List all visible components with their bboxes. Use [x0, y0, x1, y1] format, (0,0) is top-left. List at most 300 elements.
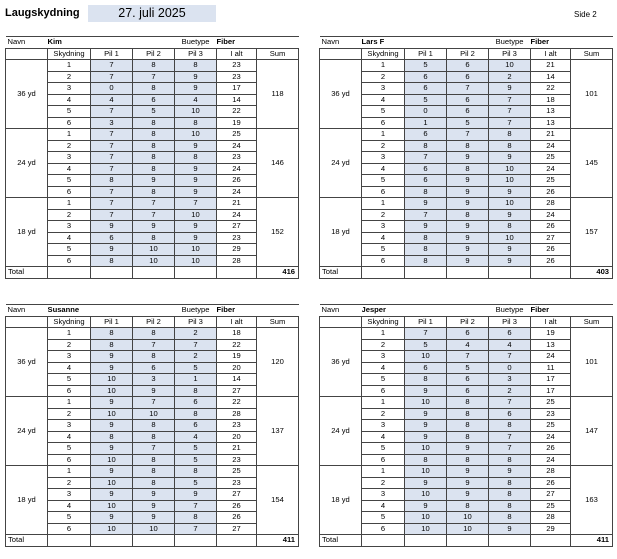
table-row [320, 106, 613, 118]
date-field[interactable]: 27. juli 2025 [88, 5, 216, 22]
arrow-2-score[interactable]: 8 [133, 328, 175, 340]
arrow-3-score[interactable]: 10 [489, 232, 531, 244]
end-number: 2 [48, 339, 91, 351]
arrow-1-score[interactable]: 7 [91, 140, 133, 152]
arrow-2-score[interactable]: 9 [447, 244, 489, 256]
arrow-2-score[interactable]: 8 [133, 117, 175, 129]
arrow-2-score[interactable]: 8 [447, 209, 489, 221]
arrow-3-score[interactable]: 5 [175, 443, 217, 455]
arrow-3-score[interactable]: 9 [175, 489, 217, 501]
arrow-3-score[interactable]: 9 [489, 152, 531, 164]
arrow-2-score[interactable]: 5 [133, 106, 175, 118]
distance-header-cell [320, 316, 362, 328]
arrow-2-score[interactable]: 9 [447, 255, 489, 267]
arrow-2-score[interactable]: 7 [133, 397, 175, 409]
end-total: 19 [531, 328, 571, 340]
arrow-3-score[interactable]: 10 [489, 198, 531, 210]
arrow-1-score[interactable]: 8 [91, 328, 133, 340]
arrow-3-score[interactable]: 7 [175, 198, 217, 210]
end-number: 2 [48, 71, 91, 83]
pil3-header: Pil 3 [489, 48, 531, 60]
table-row [6, 140, 299, 152]
arrow-1-score[interactable]: 6 [405, 83, 447, 95]
end-number: 5 [48, 443, 91, 455]
arrow-2-score[interactable]: 9 [133, 500, 175, 512]
pil3-header: Pil 3 [175, 48, 217, 60]
arrow-2-score[interactable]: 8 [447, 163, 489, 175]
arrow-2-score[interactable]: 9 [133, 512, 175, 524]
arrow-1-score[interactable]: 6 [405, 129, 447, 141]
arrow-1-score[interactable]: 6 [91, 232, 133, 244]
header-blank-cell [571, 37, 613, 49]
arrow-1-score[interactable]: 3 [91, 117, 133, 129]
arrow-3-score[interactable]: 9 [175, 232, 217, 244]
arrow-1-score[interactable]: 0 [91, 83, 133, 95]
arrow-1-score[interactable]: 8 [405, 454, 447, 466]
arrow-2-score[interactable]: 9 [447, 152, 489, 164]
arrow-1-score[interactable]: 9 [91, 362, 133, 374]
navn-label: Navn [320, 305, 362, 317]
table-row [6, 71, 299, 83]
end-number: 1 [362, 397, 405, 409]
arrow-1-score[interactable]: 8 [91, 431, 133, 443]
arrow-2-score[interactable]: 8 [133, 129, 175, 141]
arrow-3-score[interactable]: 9 [489, 209, 531, 221]
arrow-2-score[interactable]: 7 [133, 198, 175, 210]
arrow-3-score[interactable]: 3 [489, 374, 531, 386]
arrow-2-score[interactable]: 7 [447, 83, 489, 95]
arrow-3-score[interactable]: 10 [489, 60, 531, 72]
arrow-1-score[interactable]: 9 [91, 221, 133, 233]
archer-name: Susanne [48, 305, 175, 317]
arrow-3-score[interactable]: 8 [489, 489, 531, 501]
table-row [320, 523, 613, 535]
arrow-1-score[interactable]: 10 [405, 466, 447, 478]
arrow-3-score[interactable]: 9 [489, 255, 531, 267]
total-blank-cell [405, 267, 447, 279]
arrow-2-score[interactable]: 6 [447, 328, 489, 340]
arrow-2-score[interactable]: 6 [447, 60, 489, 72]
arrow-1-score[interactable]: 9 [405, 385, 447, 397]
arrow-3-score[interactable]: 8 [489, 477, 531, 489]
arrow-3-score[interactable]: 8 [489, 140, 531, 152]
arrow-1-score[interactable]: 10 [91, 454, 133, 466]
arrow-3-score[interactable]: 4 [175, 431, 217, 443]
arrow-1-score[interactable]: 9 [405, 221, 447, 233]
bow-type-value: Fiber [217, 37, 257, 49]
end-number: 1 [48, 198, 91, 210]
arrow-3-score[interactable]: 10 [175, 209, 217, 221]
arrow-2-score[interactable]: 9 [447, 221, 489, 233]
table-row [320, 466, 613, 478]
arrow-3-score[interactable]: 7 [489, 106, 531, 118]
arrow-3-score[interactable]: 9 [489, 186, 531, 198]
arrow-2-score[interactable]: 8 [133, 420, 175, 432]
arrow-3-score[interactable]: 8 [489, 454, 531, 466]
arrow-2-score[interactable]: 9 [447, 443, 489, 455]
arrow-2-score[interactable]: 7 [447, 129, 489, 141]
arrow-1-score[interactable]: 9 [91, 351, 133, 363]
arrow-2-score[interactable]: 7 [447, 351, 489, 363]
arrow-1-score[interactable]: 10 [405, 512, 447, 524]
arrow-1-score[interactable]: 10 [91, 385, 133, 397]
arrow-2-score[interactable]: 10 [133, 523, 175, 535]
arrow-2-score[interactable]: 8 [447, 500, 489, 512]
arrow-2-score[interactable]: 9 [447, 466, 489, 478]
end-number: 6 [48, 255, 91, 267]
arrow-1-score[interactable]: 0 [405, 106, 447, 118]
end-total: 25 [531, 152, 571, 164]
arrow-1-score[interactable]: 6 [405, 362, 447, 374]
end-number: 3 [48, 221, 91, 233]
total-blank-cell [405, 535, 447, 547]
arrow-2-score[interactable]: 8 [447, 431, 489, 443]
arrow-1-score[interactable]: 9 [405, 500, 447, 512]
table-row [6, 339, 299, 351]
table-row [6, 175, 299, 187]
arrow-3-score[interactable]: 2 [489, 385, 531, 397]
arrow-3-score[interactable]: 7 [489, 431, 531, 443]
arrow-2-score[interactable]: 7 [133, 209, 175, 221]
arrow-2-score[interactable]: 8 [447, 420, 489, 432]
arrow-3-score[interactable]: 9 [175, 175, 217, 187]
table-row [6, 362, 299, 374]
arrow-1-score[interactable]: 7 [91, 209, 133, 221]
arrow-1-score[interactable]: 5 [405, 339, 447, 351]
arrow-2-score[interactable]: 8 [447, 454, 489, 466]
arrow-1-score[interactable]: 7 [405, 328, 447, 340]
arrow-3-score[interactable]: 9 [175, 140, 217, 152]
arrow-3-score[interactable]: 8 [175, 385, 217, 397]
arrow-1-score[interactable]: 7 [91, 60, 133, 72]
end-total: 25 [531, 500, 571, 512]
end-total: 13 [531, 339, 571, 351]
arrow-3-score[interactable]: 10 [489, 175, 531, 187]
arrow-3-score[interactable]: 9 [489, 83, 531, 95]
arrow-2-score[interactable]: 10 [133, 408, 175, 420]
arrow-3-score[interactable]: 9 [175, 71, 217, 83]
arrow-1-score[interactable]: 8 [405, 140, 447, 152]
arrow-3-score[interactable]: 8 [489, 512, 531, 524]
arrow-3-score[interactable]: 10 [175, 244, 217, 256]
pil3-header: Pil 3 [175, 316, 217, 328]
table-row [320, 420, 613, 432]
arrow-3-score[interactable]: 9 [489, 523, 531, 535]
arrow-2-score[interactable]: 6 [133, 94, 175, 106]
end-total: 14 [217, 374, 257, 386]
arrow-3-score[interactable]: 4 [175, 94, 217, 106]
arrow-3-score[interactable]: 10 [175, 106, 217, 118]
arrow-1-score[interactable]: 9 [405, 420, 447, 432]
end-number: 4 [362, 232, 405, 244]
arrow-1-score[interactable]: 9 [405, 198, 447, 210]
arrow-1-score[interactable]: 10 [91, 408, 133, 420]
end-total: 23 [217, 232, 257, 244]
arrow-2-score[interactable]: 9 [447, 175, 489, 187]
arrow-3-score[interactable]: 10 [175, 255, 217, 267]
arrow-2-score[interactable]: 8 [133, 83, 175, 95]
arrow-1-score[interactable]: 7 [405, 152, 447, 164]
arrow-1-score[interactable]: 6 [405, 163, 447, 175]
arrow-3-score[interactable]: 8 [175, 512, 217, 524]
end-total: 24 [217, 209, 257, 221]
arrow-2-score[interactable]: 10 [133, 255, 175, 267]
arrow-2-score[interactable]: 9 [133, 489, 175, 501]
end-total: 24 [217, 163, 257, 175]
arrow-3-score[interactable]: 6 [175, 420, 217, 432]
arrow-2-score[interactable]: 7 [133, 339, 175, 351]
arrow-3-score[interactable]: 7 [175, 500, 217, 512]
end-total: 27 [217, 221, 257, 233]
arrow-1-score[interactable]: 9 [91, 443, 133, 455]
distance-header-cell [6, 316, 48, 328]
arrow-3-score[interactable]: 8 [489, 500, 531, 512]
arrow-3-score[interactable]: 8 [489, 420, 531, 432]
total-label: Total [6, 535, 48, 547]
end-number: 6 [48, 523, 91, 535]
arrow-3-score[interactable]: 7 [489, 351, 531, 363]
arrow-2-score[interactable]: 10 [447, 512, 489, 524]
end-number: 5 [48, 512, 91, 524]
arrow-3-score[interactable]: 1 [175, 374, 217, 386]
arrow-1-score[interactable]: 8 [405, 232, 447, 244]
arrow-1-score[interactable]: 9 [91, 244, 133, 256]
buetype-label: Buetype [489, 37, 531, 49]
table-row [320, 443, 613, 455]
arrow-1-score[interactable]: 9 [405, 408, 447, 420]
arrow-1-score[interactable]: 4 [91, 94, 133, 106]
arrow-1-score[interactable]: 8 [405, 374, 447, 386]
arrow-3-score[interactable]: 10 [489, 163, 531, 175]
arrow-1-score[interactable]: 5 [405, 60, 447, 72]
arrow-1-score[interactable]: 9 [91, 397, 133, 409]
arrow-1-score[interactable]: 10 [405, 489, 447, 501]
arrow-3-score[interactable]: 0 [489, 362, 531, 374]
arrow-3-score[interactable]: 6 [175, 397, 217, 409]
arrow-2-score[interactable]: 8 [133, 232, 175, 244]
arrow-2-score[interactable]: 6 [447, 106, 489, 118]
arrow-3-score[interactable]: 9 [175, 186, 217, 198]
end-number: 6 [362, 385, 405, 397]
arrow-3-score[interactable]: 7 [489, 443, 531, 455]
table-row [320, 431, 613, 443]
arrow-1-score[interactable]: 10 [91, 374, 133, 386]
arrow-3-score[interactable]: 4 [489, 339, 531, 351]
arrow-1-score[interactable]: 7 [405, 209, 447, 221]
end-number: 1 [48, 328, 91, 340]
scorecard-name-row [6, 37, 299, 49]
arrow-2-score[interactable]: 10 [133, 244, 175, 256]
arrow-2-score[interactable]: 9 [447, 232, 489, 244]
arrow-2-score[interactable]: 3 [133, 374, 175, 386]
arrow-2-score[interactable]: 7 [133, 443, 175, 455]
end-total: 28 [531, 512, 571, 524]
arrow-1-score[interactable]: 10 [405, 397, 447, 409]
arrow-3-score[interactable]: 5 [175, 477, 217, 489]
arrow-2-score[interactable]: 6 [447, 385, 489, 397]
arrow-1-score[interactable]: 5 [405, 94, 447, 106]
sum-header: Sum [257, 48, 299, 60]
distance-sum: 163 [571, 466, 613, 535]
arrow-3-score[interactable]: 7 [489, 397, 531, 409]
arrow-2-score[interactable]: 8 [133, 466, 175, 478]
arrow-1-score[interactable]: 9 [405, 431, 447, 443]
arrow-2-score[interactable]: 8 [133, 152, 175, 164]
arrow-2-score[interactable]: 6 [133, 362, 175, 374]
arrow-2-score[interactable]: 8 [133, 477, 175, 489]
arrow-2-score[interactable]: 9 [447, 477, 489, 489]
arrow-2-score[interactable]: 9 [133, 221, 175, 233]
arrow-1-score[interactable]: 7 [91, 186, 133, 198]
arrow-1-score[interactable]: 8 [91, 339, 133, 351]
arrow-1-score[interactable]: 7 [91, 106, 133, 118]
arrow-2-score[interactable]: 7 [133, 71, 175, 83]
end-number: 6 [48, 117, 91, 129]
arrow-2-score[interactable]: 4 [447, 339, 489, 351]
arrow-3-score[interactable]: 5 [175, 454, 217, 466]
pil2-header: Pil 2 [447, 316, 489, 328]
arrow-1-score[interactable]: 7 [91, 198, 133, 210]
arrow-1-score[interactable]: 8 [405, 244, 447, 256]
end-total: 20 [217, 362, 257, 374]
end-total: 26 [531, 443, 571, 455]
grand-total: 416 [257, 267, 299, 279]
arrow-3-score[interactable]: 9 [489, 244, 531, 256]
arrow-2-score[interactable]: 9 [447, 186, 489, 198]
arrow-3-score[interactable]: 8 [175, 117, 217, 129]
arrow-3-score[interactable]: 7 [175, 523, 217, 535]
arrow-2-score[interactable]: 6 [447, 374, 489, 386]
arrow-1-score[interactable]: 1 [405, 117, 447, 129]
arrow-3-score[interactable]: 9 [175, 83, 217, 95]
arrow-3-score[interactable]: 2 [175, 328, 217, 340]
arrow-3-score[interactable]: 6 [489, 328, 531, 340]
arrow-1-score[interactable]: 10 [91, 477, 133, 489]
arrow-3-score[interactable]: 10 [175, 129, 217, 141]
end-number: 1 [362, 198, 405, 210]
arrow-2-score[interactable]: 10 [447, 523, 489, 535]
end-total: 24 [217, 186, 257, 198]
arrow-1-score[interactable]: 7 [91, 163, 133, 175]
arrow-2-score[interactable]: 8 [447, 140, 489, 152]
end-total: 21 [531, 60, 571, 72]
total-blank-cell [217, 267, 257, 279]
arrow-1-score[interactable]: 8 [405, 186, 447, 198]
end-total: 28 [217, 255, 257, 267]
arrow-1-score[interactable]: 7 [91, 129, 133, 141]
end-number: 6 [362, 454, 405, 466]
arrow-1-score[interactable]: 9 [91, 420, 133, 432]
arrow-3-score[interactable]: 8 [175, 408, 217, 420]
end-number: 5 [362, 512, 405, 524]
arrow-2-score[interactable]: 8 [133, 140, 175, 152]
arrow-1-score[interactable]: 6 [405, 175, 447, 187]
arrow-2-score[interactable]: 5 [447, 362, 489, 374]
end-total: 23 [531, 408, 571, 420]
arrow-1-score[interactable]: 9 [405, 477, 447, 489]
arrow-2-score[interactable]: 8 [133, 60, 175, 72]
arrow-2-score[interactable]: 5 [447, 117, 489, 129]
arrow-3-score[interactable]: 8 [175, 466, 217, 478]
arrow-3-score[interactable]: 8 [489, 129, 531, 141]
arrow-3-score[interactable]: 7 [489, 94, 531, 106]
arrow-2-score[interactable]: 8 [133, 431, 175, 443]
arrow-1-score[interactable]: 9 [91, 489, 133, 501]
end-number: 5 [48, 106, 91, 118]
skydning-header: Skydning [48, 48, 91, 60]
end-number: 4 [362, 163, 405, 175]
arrow-1-score[interactable]: 10 [91, 500, 133, 512]
arrow-1-score[interactable]: 10 [405, 351, 447, 363]
arrow-2-score[interactable]: 8 [133, 186, 175, 198]
arrow-2-score[interactable]: 9 [447, 489, 489, 501]
arrow-2-score[interactable]: 8 [133, 163, 175, 175]
arrow-1-score[interactable]: 10 [405, 443, 447, 455]
arrow-1-score[interactable]: 10 [405, 523, 447, 535]
arrow-2-score[interactable]: 9 [133, 175, 175, 187]
table-row [320, 477, 613, 489]
arrow-1-score[interactable]: 6 [405, 71, 447, 83]
arrow-2-score[interactable]: 9 [447, 198, 489, 210]
arrow-2-score[interactable]: 8 [133, 454, 175, 466]
arrow-3-score[interactable]: 2 [175, 351, 217, 363]
distance-sum: 146 [257, 129, 299, 198]
table-row [6, 408, 299, 420]
arrow-3-score[interactable]: 7 [489, 117, 531, 129]
table-row [6, 489, 299, 501]
table-row [320, 408, 613, 420]
arrow-2-score[interactable]: 8 [133, 351, 175, 363]
bow-type-value: Fiber [531, 37, 571, 49]
arrow-3-score[interactable]: 9 [489, 466, 531, 478]
end-total: 23 [217, 420, 257, 432]
arrow-1-score[interactable]: 8 [91, 255, 133, 267]
arrow-1-score[interactable]: 7 [91, 71, 133, 83]
arrow-3-score[interactable]: 8 [175, 152, 217, 164]
arrow-3-score[interactable]: 8 [489, 221, 531, 233]
arrow-2-score[interactable]: 8 [447, 397, 489, 409]
arrow-1-score[interactable]: 8 [405, 255, 447, 267]
end-total: 27 [217, 523, 257, 535]
arrow-3-score[interactable]: 7 [175, 339, 217, 351]
end-number: 4 [48, 431, 91, 443]
arrow-1-score[interactable]: 9 [91, 512, 133, 524]
arrow-3-score[interactable]: 9 [175, 221, 217, 233]
arrow-1-score[interactable]: 10 [91, 523, 133, 535]
table-row [6, 232, 299, 244]
end-total: 24 [531, 209, 571, 221]
end-number: 5 [362, 443, 405, 455]
arrow-2-score[interactable]: 8 [447, 408, 489, 420]
arrow-3-score[interactable]: 2 [489, 71, 531, 83]
pil1-header: Pil 1 [405, 316, 447, 328]
arrow-1-score[interactable]: 8 [91, 175, 133, 187]
scorecard-name-row [320, 37, 613, 49]
arrow-3-score[interactable]: 8 [175, 60, 217, 72]
arrow-3-score[interactable]: 9 [175, 163, 217, 175]
arrow-2-score[interactable]: 6 [447, 71, 489, 83]
arrow-2-score[interactable]: 9 [133, 385, 175, 397]
arrow-1-score[interactable]: 7 [91, 152, 133, 164]
end-number: 4 [48, 163, 91, 175]
arrow-2-score[interactable]: 6 [447, 94, 489, 106]
table-row [320, 60, 613, 72]
arrow-1-score[interactable]: 9 [91, 466, 133, 478]
arrow-3-score[interactable]: 6 [489, 408, 531, 420]
pil1-header: Pil 1 [91, 48, 133, 60]
arrow-3-score[interactable]: 5 [175, 362, 217, 374]
ialt-header: I alt [217, 48, 257, 60]
